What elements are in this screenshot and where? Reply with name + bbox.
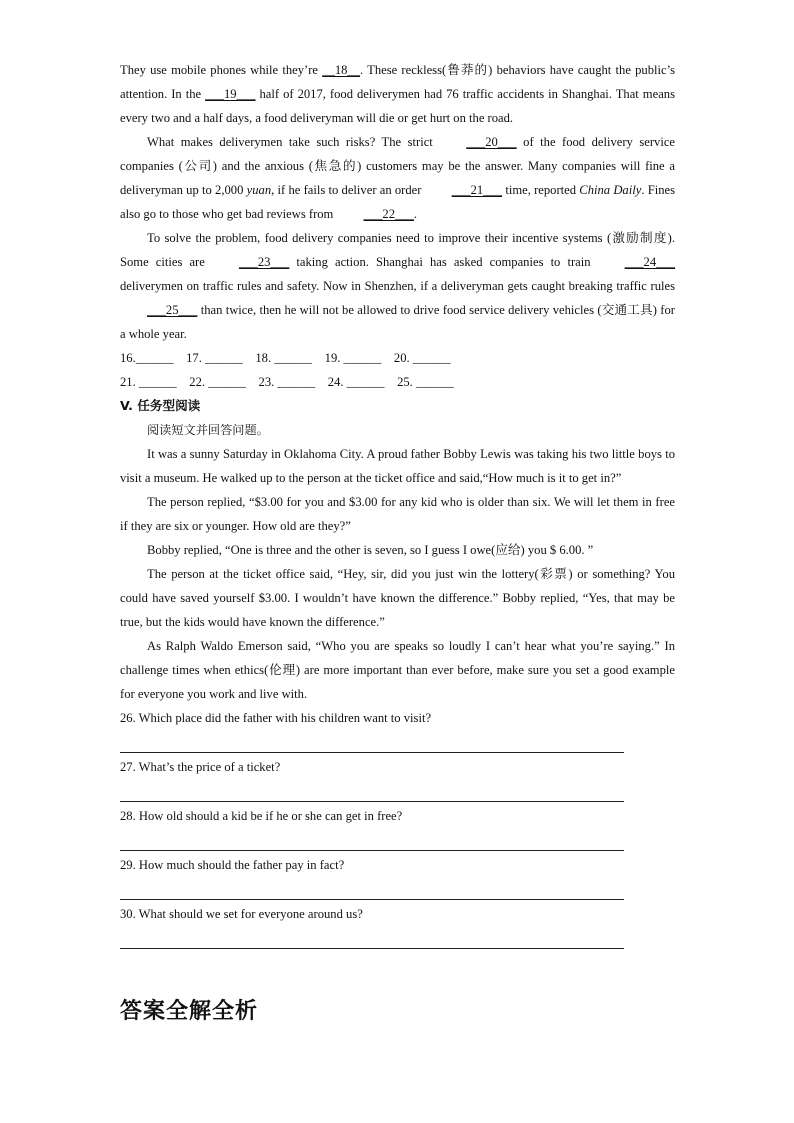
question-29: 29. How much should the father pay in fact? [120, 858, 345, 872]
blank-23: ___23___ [238, 255, 290, 269]
passage-paragraph-3: To solve the problem, food delivery companies need to improve their incentive systems (激励制度). Some cities are ___23___ taking action. Shanghai has asked companies to train ___24___ deliverymen on traffic rules and safety. Now in Shenzhen, if a deliveryman gets caught breaking traffic rules ___25___ than twice, then he will not be allowed to drive food service delivery vehicles (交通工具) for a whole year. [120, 231, 676, 341]
blank-25: ___25___ [147, 303, 198, 317]
blank-19: ___19___ [205, 87, 256, 101]
blank-24: ___24___ [624, 255, 676, 269]
question-26: 26. Which place did the father with his children want to visit? [120, 711, 432, 725]
answer-line-26[interactable] [120, 730, 624, 753]
question-27: 27. What’s the price of a ticket? [120, 760, 281, 774]
passage-paragraph-1: They use mobile phones while they’re __18__. These reckless(鲁莽的) behaviors have caught the public’s attention. In the ___19___ half of 2017, food deliverymen had 76 traffic accidents in Shanghai. That means every two and a half days, a food deliveryman will die or get hurt on the road. [120, 58, 675, 130]
document-body [120, 58, 675, 951]
blank-22: ___22___ [363, 207, 414, 221]
question-30: 30. What should we set for everyone around us? [120, 907, 363, 921]
blank-20: ___20___ [466, 135, 517, 149]
blank-21: ___21___ [451, 183, 503, 197]
answer-line-30[interactable] [120, 926, 624, 949]
answer-row-16-20: 16.______ 17. ______ 18. ______ 19. ______ 20. ______ [120, 351, 451, 365]
blank-18: __18__ [322, 63, 360, 77]
story-paragraph-4: The person at the ticket office said, “Hey, sir, did you just win the lottery(彩票) or something? You could have saved yourself $3.00. I wouldn’t have known the difference.” Bobby replied, “Yes, that may be true, but the kids would have known the difference.” [120, 567, 675, 629]
story-paragraph-5: As Ralph Waldo Emerson said, “Who you are speaks so loudly I can’t hear what you’re saying.” In challenge times when ethics(伦理) are more important than ever before, make sure you set a good example for everyone you work and live with. [120, 639, 675, 701]
story-paragraph-2: The person replied, “$3.00 for you and $3.00 for any kid who is older than six. We will let them in free if they are six or younger. How old are they?” [120, 495, 675, 533]
passage-paragraph-2: What makes deliverymen take such risks? The strict ___20___ of the food delivery service companies (公司) and the anxious (焦急的) customers may be the answer. Many companies will fine a deliveryman up to 2,000 yuan, if he fails to deliver an order ___21___ time, reported China Daily. Fines also go to those who get bad reviews from ___22___. [120, 130, 675, 226]
answer-line-27[interactable] [120, 779, 624, 802]
answer-line-28[interactable] [120, 828, 624, 851]
section-instruction: 阅读短文并回答问题。 [147, 423, 269, 437]
section-heading: V. 任务型阅读 [120, 398, 201, 413]
answer-line-29[interactable] [120, 877, 624, 900]
answer-key-title: 答案全解全析 [120, 999, 259, 1024]
question-28: 28. How old should a kid be if he or she can get in free? [120, 809, 403, 823]
answer-row-21-25: 21. ______ 22. ______ 23. ______ 24. ______ 25. ______ [120, 375, 454, 389]
story-paragraph-3: Bobby replied, “One is three and the other is seven, so I guess I owe(应给) you $ 6.00. ” [147, 543, 594, 557]
story-paragraph-1: It was a sunny Saturday in Oklahoma City. A proud father Bobby Lewis was taking his two little boys to visit a museum. He walked up to the person at the ticket office and said,“How much is it to get in?” [120, 447, 675, 485]
